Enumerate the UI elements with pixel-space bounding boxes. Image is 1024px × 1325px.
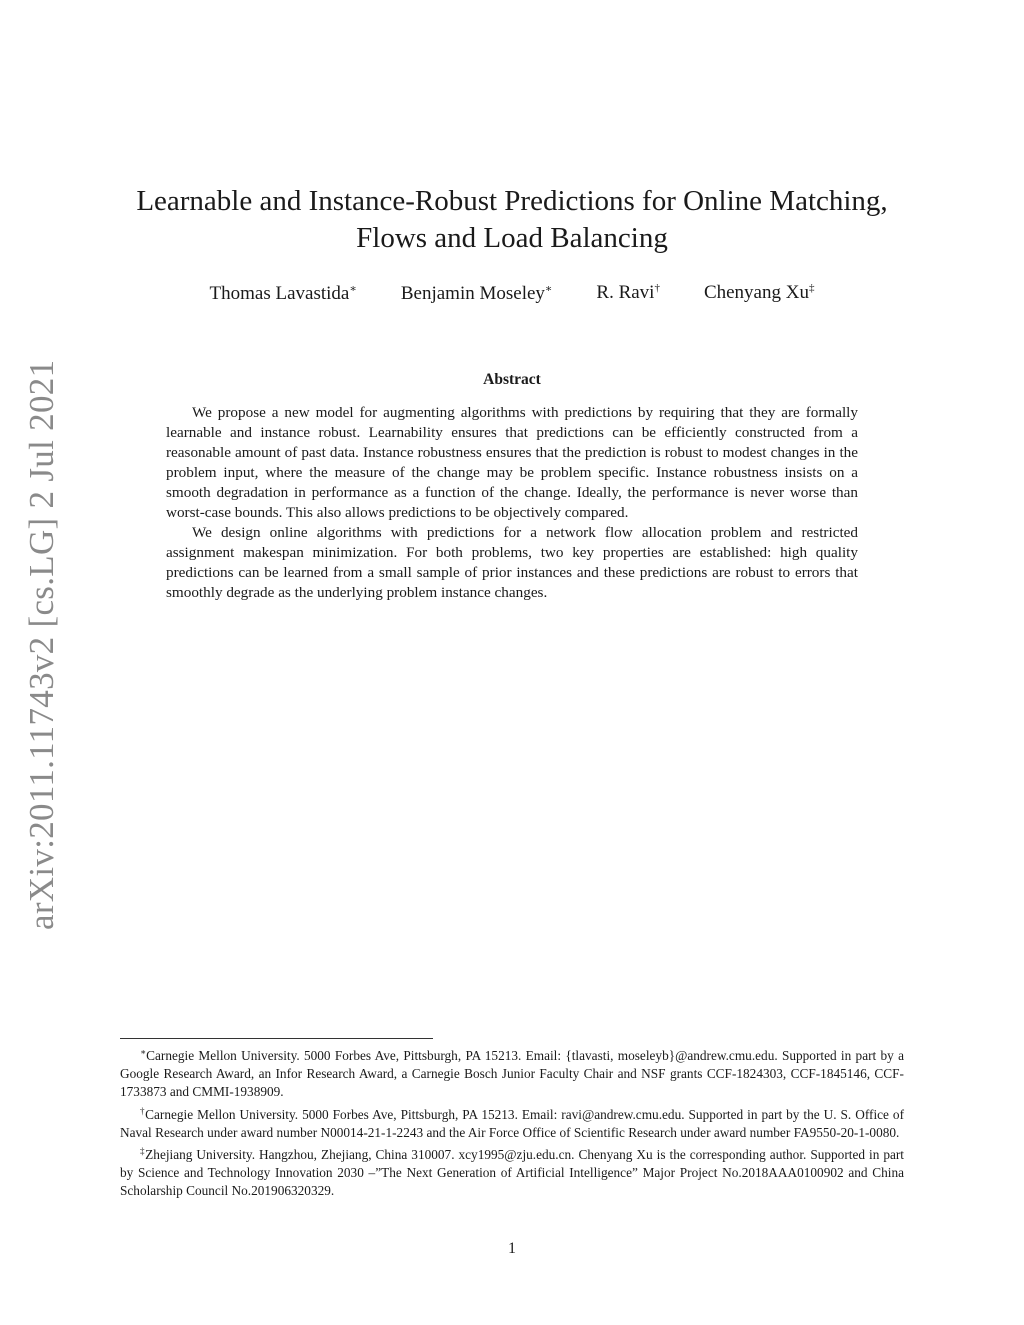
author <box>210 282 357 305</box>
footnote-mark: ‡ <box>140 1146 146 1157</box>
footnote <box>120 1142 904 1201</box>
author <box>704 282 815 305</box>
footnote <box>120 1102 904 1142</box>
footnote-mark: ∗ <box>140 1047 147 1057</box>
author-name: R. Ravi <box>596 282 655 303</box>
arxiv-identifier-stamp: arXiv:2011.11743v2 [cs.LG] 2 Jul 2021 <box>22 359 61 930</box>
author-list <box>100 282 924 305</box>
author-affiliation-mark: † <box>654 282 660 294</box>
title-line-2: Flows and Load Balancing <box>356 222 668 254</box>
title-line-1: Learnable and Instance-Robust Predictions for Online Matching, <box>136 185 888 217</box>
author <box>596 282 660 305</box>
author-name: Thomas Lavastida <box>209 283 350 304</box>
footnotes <box>120 1043 904 1201</box>
footnote-text: Carnegie Mellon University. 5000 Forbes Ave, Pittsburgh, PA 15213. Email: ravi@andrew.cmu.edu. Supported in part by the U. S. Office of Naval Research under award number N00014-21-1-2243 and the Air Force Office of Scientific Research under award number FA9550-20-1-0080. <box>120 1106 904 1140</box>
abstract-heading: Abstract <box>483 371 541 388</box>
abstract-body <box>166 403 858 603</box>
paper-title <box>100 183 924 257</box>
author-affiliation-mark: ∗ <box>544 283 553 295</box>
footnote-divider <box>120 1038 433 1039</box>
footnote-mark: † <box>140 1105 146 1116</box>
abstract-paragraph: We propose a new model for augmenting algorithms with predictions by requiring that they are formally learnable and instance robust. Learnability ensures that predictions can be efficiently constructed from a reasonable amount of past data. Instance robustness ensures that the prediction is robust to modest changes in the problem input, where the measure of the change may be problem specific. Instance robustness insists on a smooth degradation in performance as a function of the change. Ideally, the performance is never worse than worst-case bounds. This also allows predictions to be objectively compared. <box>166 404 858 521</box>
page-number: 1 <box>508 1240 516 1257</box>
footnote <box>120 1043 904 1102</box>
footnote-text: Carnegie Mellon University. 5000 Forbes Ave, Pittsburgh, PA 15213. Email: {tlavasti, moseleyb}@andrew.cmu.edu. Supported in part by a Google Research Award, an Infor Research Award, a Carnegie Bosch Junior Faculty Chair and NSF grants CCF-1824303, CCF-1845146, CCF-1733873 and CMMI-1938909. <box>120 1048 904 1100</box>
author-affiliation-mark: ∗ <box>349 283 357 295</box>
abstract-paragraph: We design online algorithms with predictions for a network flow allocation problem and restricted assignment makespan minimization. For both problems, two key properties are established: high quality predictions can be learned from a small sample of prior instances and these predictions are robust to errors that smoothly degrade as the underlying problem instance changes. <box>166 524 858 601</box>
author <box>401 282 553 305</box>
author-name: Benjamin Moseley <box>400 283 545 304</box>
author-name: Chenyang Xu <box>703 282 809 303</box>
footnote-text: Zhejiang University. Hangzhou, Zhejiang, China 310007. xcy1995@zju.edu.cn. Chenyang Xu is the corresponding author. Supported in part by Science and Technology Innovation 2030 –”The Next Generation of Artificial Intelligence” Major Project No.2018AAA0100902 and China Scholarship Council No.201906320329. <box>120 1147 905 1199</box>
author-affiliation-mark: ‡ <box>808 282 815 294</box>
